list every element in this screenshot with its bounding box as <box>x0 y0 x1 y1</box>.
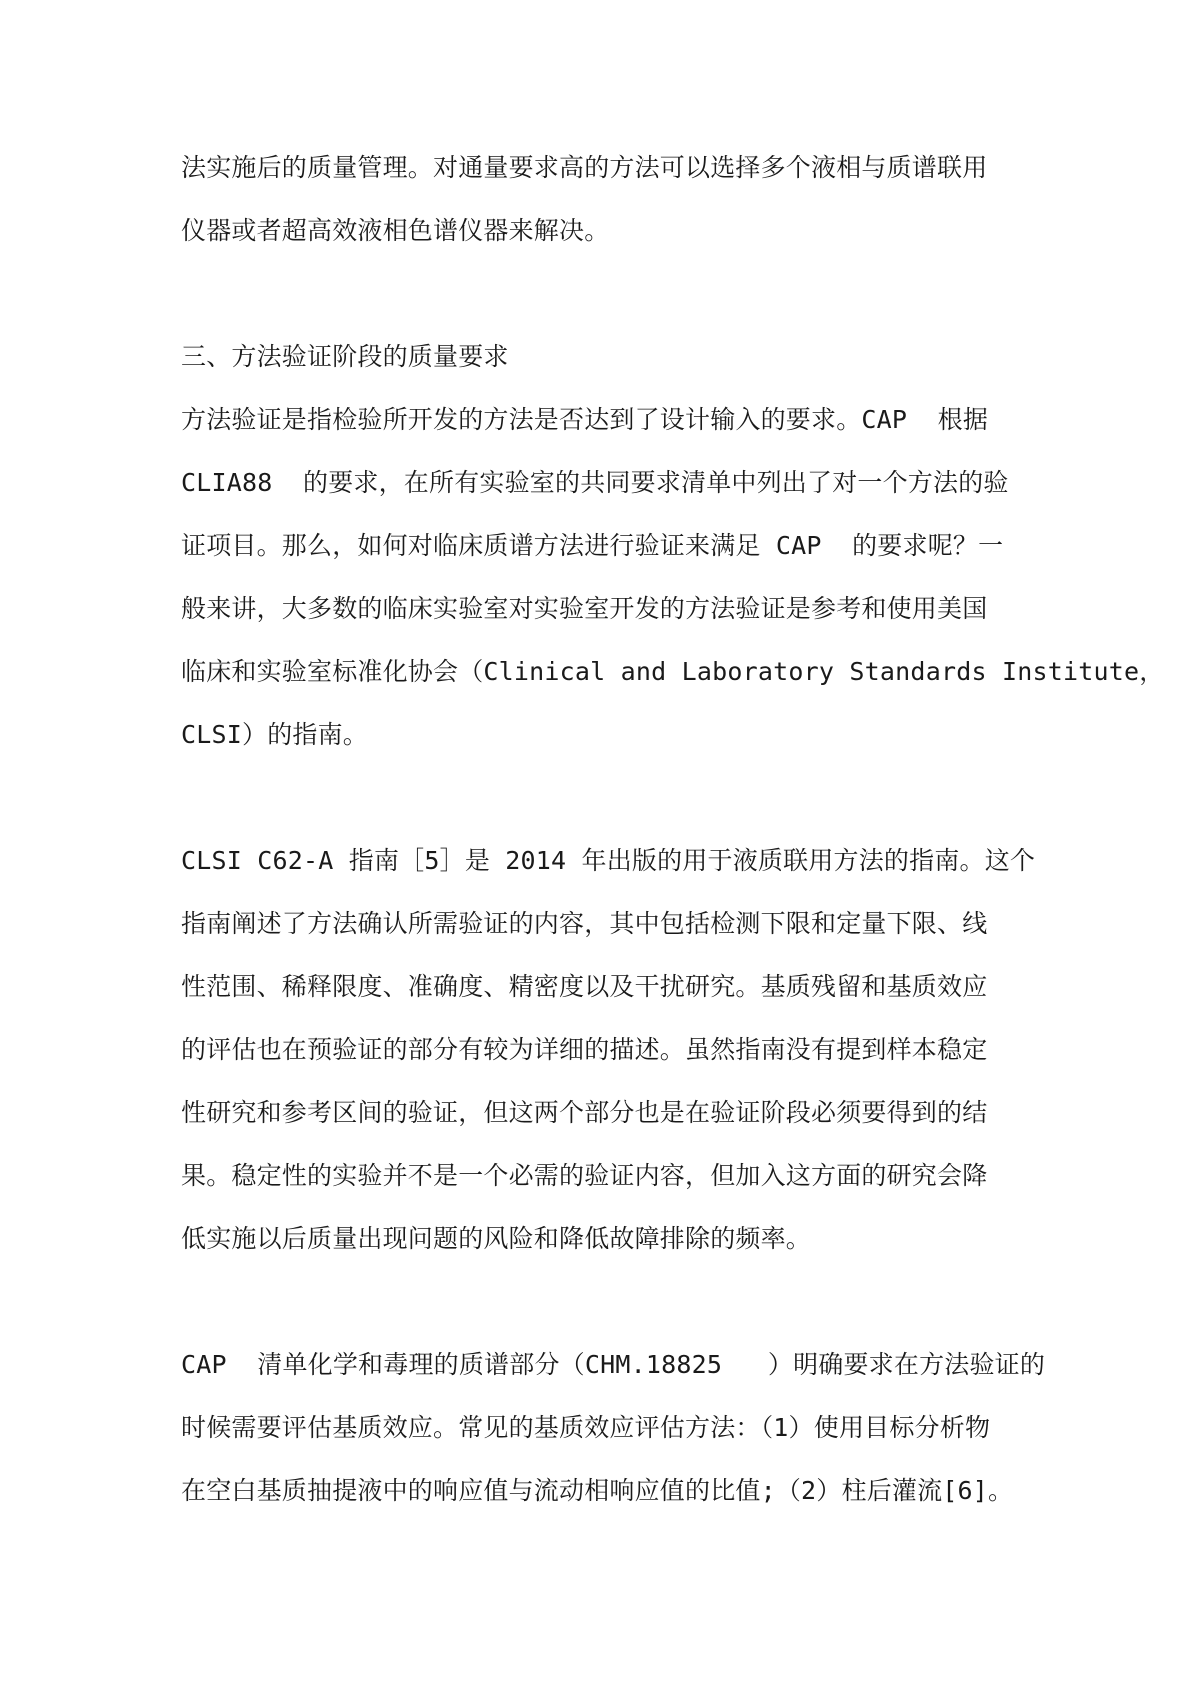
text-line: 时候需要评估基质效应。常见的基质效应评估方法：（1）使用目标分析物 <box>181 1413 991 1442</box>
text-line: CLSI）的指南。 <box>181 720 369 749</box>
text-line: 低实施以后质量出现问题的风险和降低故障排除的频率。 <box>181 1224 812 1253</box>
text-line: 方法验证是指检验所开发的方法是否达到了设计输入的要求。CAP 根据 <box>181 405 989 434</box>
text-line: 仪器或者超高效液相色谱仪器来解决。 <box>181 216 610 245</box>
text-line: 临床和实验室标准化协会（Clinical and Laboratory Standards Institute， <box>181 657 1165 686</box>
text-line: 般来讲，大多数的临床实验室对实验室开发的方法验证是参考和使用美国 <box>181 594 988 623</box>
text-line: CLIA88 的要求，在所有实验室的共同要求清单中列出了对一个方法的验 <box>181 468 1009 497</box>
text-line: CLSI C62-A 指南［5］是 2014 年出版的用于液质联用方法的指南。这个 <box>181 846 1036 875</box>
text-line: 法实施后的质量管理。对通量要求高的方法可以选择多个液相与质谱联用 <box>181 153 988 182</box>
text-line: 的评估也在预验证的部分有较为详细的描述。虽然指南没有提到样本稳定 <box>181 1035 988 1064</box>
text-line: 证项目。那么，如何对临床质谱方法进行验证来满足 CAP 的要求呢？一 <box>181 531 1004 560</box>
text-line: 果。稳定性的实验并不是一个必需的验证内容，但加入这方面的研究会降 <box>181 1161 988 1190</box>
text-line: 在空白基质抽提液中的响应值与流动相响应值的比值;（2）柱后灌流[6]。 <box>181 1476 1014 1505</box>
text-line: 性研究和参考区间的验证，但这两个部分也是在验证阶段必须要得到的结 <box>181 1098 988 1127</box>
heading-text: 三、方法验证阶段的质量要求 <box>181 342 509 371</box>
text-line: CAP 清单化学和毒理的质谱部分（CHM.18825 ）明确要求在方法验证的 <box>181 1350 1046 1379</box>
text-line: 指南阐述了方法确认所需验证的内容，其中包括检测下限和定量下限、线 <box>181 909 988 938</box>
text-line: 性范围、稀释限度、准确度、精密度以及干扰研究。基质残留和基质效应 <box>181 972 988 1001</box>
